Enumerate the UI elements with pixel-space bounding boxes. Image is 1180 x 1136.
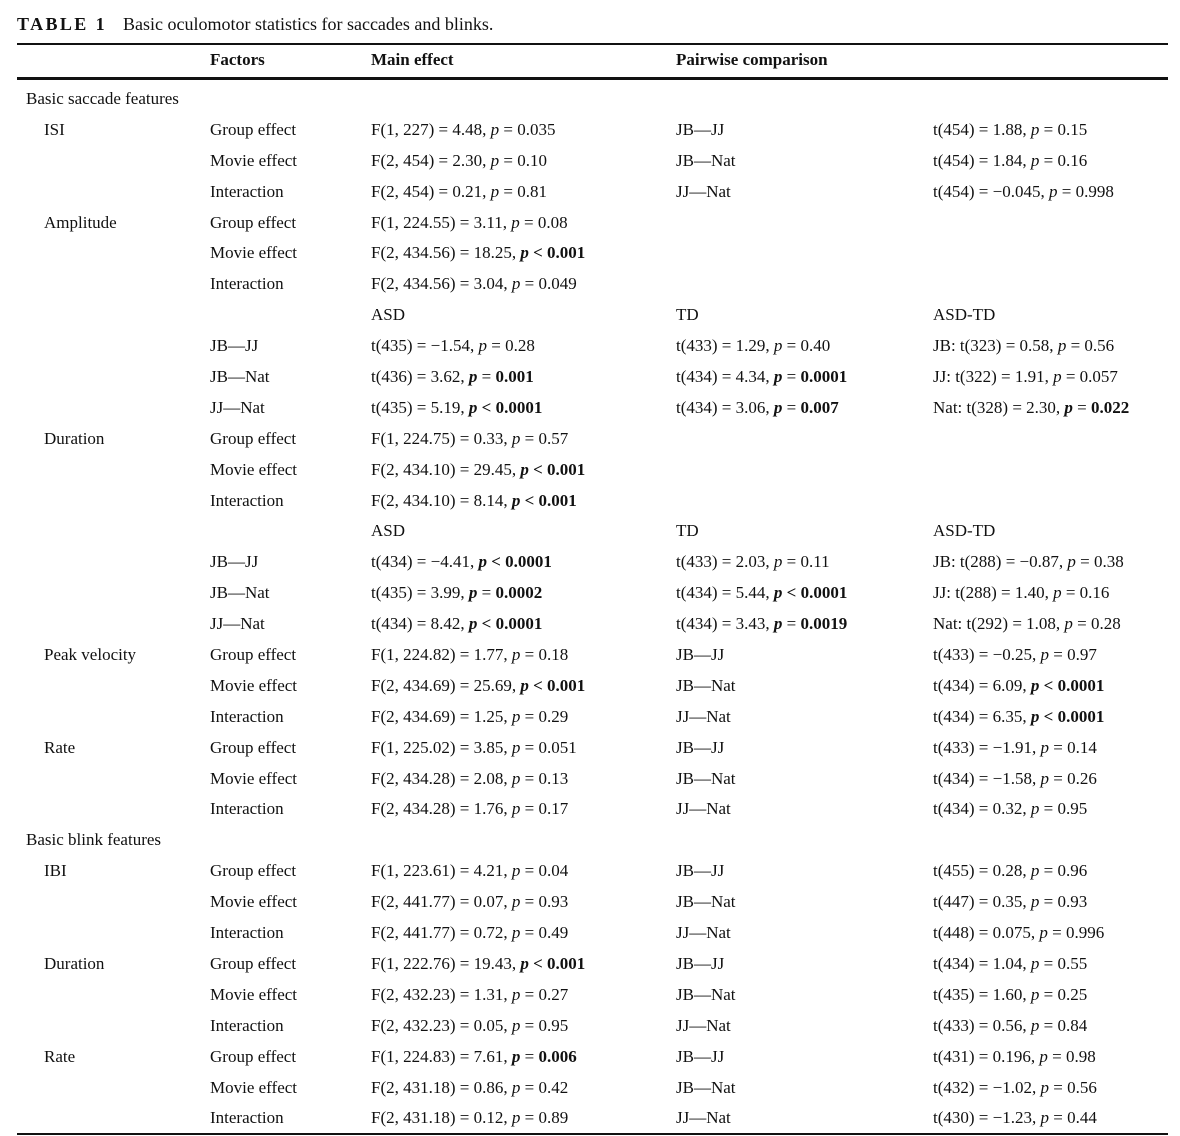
pairwise-cell: t(434) = 4.34, p = 0.0001 [676, 367, 848, 387]
factor-cell: Group effect [210, 428, 297, 448]
table-row [0, 300, 1180, 331]
factor-cell: Interaction [210, 799, 284, 819]
statistic-cell: Nat: t(292) = 1.08, p = 0.28 [933, 614, 1121, 634]
main-effect-cell: F(2, 434.28) = 2.08, p = 0.13 [371, 768, 569, 788]
pairwise-cell: t(434) = 3.43, p = 0.0019 [676, 614, 848, 634]
header-factors: Factors [210, 50, 265, 69]
statistic-cell: t(455) = 0.28, p = 0.96 [933, 861, 1088, 881]
main-effect-cell: F(1, 222.76) = 19.43, p < 0.001 [371, 953, 586, 973]
table-row [0, 980, 1180, 1011]
table-body [0, 84, 1180, 1134]
pairwise-cell: JJ—Nat [676, 1015, 731, 1035]
pairwise-cell: JB—Nat [676, 150, 736, 170]
factor-cell: Interaction [210, 274, 284, 294]
feature-label: Amplitude [44, 212, 117, 232]
factor-cell: Group effect [210, 1046, 297, 1066]
top-rule [17, 43, 1168, 45]
factor-cell: Movie effect [210, 1077, 298, 1097]
factor-cell: Interaction [210, 923, 284, 943]
main-effect-cell: t(435) = 3.99, p = 0.0002 [371, 583, 543, 603]
table-label: TABLE 1 [17, 14, 107, 34]
pairwise-cell: JJ—Nat [676, 1108, 731, 1128]
table-row [0, 331, 1180, 362]
factor-cell: Interaction [210, 490, 284, 510]
factor-cell: Group effect [210, 737, 297, 757]
main-effect-cell: F(2, 434.10) = 29.45, p < 0.001 [371, 459, 586, 479]
table-row [0, 794, 1180, 825]
factor-cell: Movie effect [210, 675, 298, 695]
main-effect-cell: F(2, 434.69) = 1.25, p = 0.29 [371, 706, 569, 726]
table-row [0, 393, 1180, 424]
factor-cell: Group effect [210, 645, 297, 665]
table-row [0, 269, 1180, 300]
main-effect-cell: F(2, 431.18) = 0.86, p = 0.42 [371, 1077, 569, 1097]
feature-label: Rate [44, 1046, 76, 1066]
main-effect-cell: F(2, 432.23) = 1.31, p = 0.27 [371, 984, 569, 1004]
pairwise-cell: JB—Nat [676, 675, 736, 695]
pairwise-cell: JB—Nat [676, 1077, 736, 1097]
table-caption [17, 11, 493, 37]
main-effect-cell: F(2, 441.77) = 0.72, p = 0.49 [371, 923, 569, 943]
statistic-cell: t(434) = −1.58, p = 0.26 [933, 768, 1097, 788]
factor-cell: JB—JJ [210, 552, 259, 572]
pairwise-cell: JB—Nat [676, 768, 736, 788]
factor-cell: Interaction [210, 706, 284, 726]
table-row [0, 1011, 1180, 1042]
main-effect-cell: F(2, 441.77) = 0.07, p = 0.93 [371, 892, 569, 912]
statistic-cell: t(435) = 1.60, p = 0.25 [933, 984, 1088, 1004]
table-row [0, 887, 1180, 918]
feature-label: Duration [44, 953, 105, 973]
factor-cell: JJ—Nat [210, 397, 265, 417]
main-effect-cell: t(435) = −1.54, p = 0.28 [371, 336, 535, 356]
header-rule [17, 77, 1168, 80]
pairwise-cell: JB—JJ [676, 861, 725, 881]
factor-cell: Movie effect [210, 892, 298, 912]
statistic-cell: JJ: t(322) = 1.91, p = 0.057 [933, 367, 1118, 387]
table-row [0, 578, 1180, 609]
table-title: Basic oculomotor statistics for saccades and blinks. [123, 14, 494, 34]
table-row [0, 547, 1180, 578]
main-effect-cell: t(434) = −4.41, p < 0.0001 [371, 552, 552, 572]
pairwise-cell: JB—JJ [676, 645, 725, 665]
table-row [0, 115, 1180, 146]
pairwise-cell: t(433) = 1.29, p = 0.40 [676, 336, 831, 356]
table-row [0, 486, 1180, 517]
statistic-cell: t(434) = 0.32, p = 0.95 [933, 799, 1088, 819]
statistic-cell: t(447) = 0.35, p = 0.93 [933, 892, 1088, 912]
table-row [0, 177, 1180, 208]
table-row [0, 208, 1180, 239]
statistic-cell: t(434) = 6.09, p < 0.0001 [933, 675, 1105, 695]
table-row [0, 455, 1180, 486]
factor-cell: Movie effect [210, 459, 298, 479]
main-effect-cell: F(2, 434.69) = 25.69, p < 0.001 [371, 675, 586, 695]
main-effect-cell: F(1, 224.82) = 1.77, p = 0.18 [371, 645, 569, 665]
statistic-cell: t(433) = 0.56, p = 0.84 [933, 1015, 1088, 1035]
main-effect-cell: F(2, 454) = 0.21, p = 0.81 [371, 181, 547, 201]
section-label: Basic blink features [26, 830, 162, 850]
main-effect-cell: F(2, 434.28) = 1.76, p = 0.17 [371, 799, 569, 819]
main-effect-cell: F(2, 434.56) = 18.25, p < 0.001 [371, 243, 586, 263]
factor-cell: Group effect [210, 212, 297, 232]
main-effect-cell: F(2, 431.18) = 0.12, p = 0.89 [371, 1108, 569, 1128]
main-effect-cell: F(2, 434.56) = 3.04, p = 0.049 [371, 274, 577, 294]
statistic-cell: t(434) = 1.04, p = 0.55 [933, 953, 1088, 973]
factor-cell: Interaction [210, 1015, 284, 1035]
factor-cell: JB—JJ [210, 336, 259, 356]
pairwise-cell: JJ—Nat [676, 706, 731, 726]
factor-cell: Movie effect [210, 150, 298, 170]
feature-label: IBI [44, 861, 67, 881]
table-row [0, 424, 1180, 455]
pairwise-cell: JB—Nat [676, 984, 736, 1004]
factor-cell: Interaction [210, 181, 284, 201]
pairwise-cell: t(434) = 3.06, p = 0.007 [676, 397, 839, 417]
table-row [0, 1042, 1180, 1073]
table-row [0, 733, 1180, 764]
feature-label: Peak velocity [44, 645, 137, 665]
main-effect-cell: ASD [371, 521, 406, 541]
main-effect-cell: F(1, 223.61) = 4.21, p = 0.04 [371, 861, 569, 881]
section-label: Basic saccade features [26, 89, 179, 108]
table-row [0, 702, 1180, 733]
feature-label: ISI [44, 119, 65, 139]
factor-cell: Group effect [210, 953, 297, 973]
pairwise-cell: JB—Nat [676, 892, 736, 912]
statistic-cell: JJ: t(288) = 1.40, p = 0.16 [933, 583, 1110, 603]
factor-cell: Interaction [210, 1108, 284, 1128]
pairwise-cell: JB—JJ [676, 737, 725, 757]
table-row [0, 764, 1180, 795]
pairwise-cell: JB—JJ [676, 1046, 725, 1066]
statistic-cell: JB: t(323) = 0.58, p = 0.56 [933, 336, 1115, 356]
pairwise-cell: TD [676, 305, 699, 325]
table-row [0, 609, 1180, 640]
statistic-cell: ASD-TD [933, 521, 996, 541]
table-row [0, 949, 1180, 980]
factor-cell: Movie effect [210, 768, 298, 788]
statistic-cell: t(433) = −1.91, p = 0.14 [933, 737, 1097, 757]
main-effect-cell: F(2, 434.10) = 8.14, p < 0.001 [371, 490, 577, 510]
factor-cell: JJ—Nat [210, 614, 265, 634]
table-row [0, 918, 1180, 949]
pairwise-cell: t(434) = 5.44, p < 0.0001 [676, 583, 848, 603]
table-row [0, 1103, 1180, 1134]
main-effect-cell: ASD [371, 305, 406, 325]
statistic-cell: t(433) = −0.25, p = 0.97 [933, 645, 1097, 665]
table-row [0, 146, 1180, 177]
main-effect-cell: F(2, 432.23) = 0.05, p = 0.95 [371, 1015, 569, 1035]
main-effect-cell: F(1, 227) = 4.48, p = 0.035 [371, 119, 556, 139]
section-row [0, 84, 1180, 115]
pairwise-cell: JJ—Nat [676, 181, 731, 201]
table-row [0, 640, 1180, 671]
statistic-cell: JB: t(288) = −0.87, p = 0.38 [933, 552, 1124, 572]
statistic-cell: ASD-TD [933, 305, 996, 325]
table-row [0, 856, 1180, 887]
header-pairwise-comparison: Pairwise comparison [676, 50, 828, 69]
factor-cell: Movie effect [210, 984, 298, 1004]
statistic-cell: t(454) = −0.045, p = 0.998 [933, 181, 1114, 201]
main-effect-cell: F(1, 224.55) = 3.11, p = 0.08 [371, 212, 568, 232]
factor-cell: Group effect [210, 861, 297, 881]
pairwise-cell: JJ—Nat [676, 923, 731, 943]
main-effect-cell: t(436) = 3.62, p = 0.001 [371, 367, 534, 387]
pairwise-cell: JJ—Nat [676, 799, 731, 819]
feature-label: Rate [44, 737, 76, 757]
statistic-cell: t(432) = −1.02, p = 0.56 [933, 1077, 1097, 1097]
statistic-cell: Nat: t(328) = 2.30, p = 0.022 [933, 397, 1130, 417]
pairwise-cell: JB—JJ [676, 119, 725, 139]
main-effect-cell: F(2, 454) = 2.30, p = 0.10 [371, 150, 547, 170]
factor-cell: Group effect [210, 119, 297, 139]
main-effect-cell: t(435) = 5.19, p < 0.0001 [371, 397, 543, 417]
table-row [0, 238, 1180, 269]
statistic-cell: t(431) = 0.196, p = 0.98 [933, 1046, 1096, 1066]
statistic-cell: t(430) = −1.23, p = 0.44 [933, 1108, 1097, 1128]
pairwise-cell: JB—JJ [676, 953, 725, 973]
feature-label: Duration [44, 428, 105, 448]
statistic-cell: t(454) = 1.88, p = 0.15 [933, 119, 1088, 139]
pairwise-cell: TD [676, 521, 699, 541]
statistic-cell: t(454) = 1.84, p = 0.16 [933, 150, 1088, 170]
factor-cell: JB—Nat [210, 367, 270, 387]
table-row [0, 362, 1180, 393]
statistic-cell: t(448) = 0.075, p = 0.996 [933, 923, 1105, 943]
factor-cell: Movie effect [210, 243, 298, 263]
table-row [0, 516, 1180, 547]
main-effect-cell: F(1, 224.83) = 7.61, p = 0.006 [371, 1046, 577, 1066]
bottom-rule [17, 1133, 1168, 1135]
main-effect-cell: F(1, 225.02) = 3.85, p = 0.051 [371, 737, 577, 757]
pairwise-cell: t(433) = 2.03, p = 0.11 [676, 552, 830, 572]
header-main-effect: Main effect [371, 50, 454, 69]
factor-cell: JB—Nat [210, 583, 270, 603]
table-row [0, 671, 1180, 702]
main-effect-cell: t(434) = 8.42, p < 0.0001 [371, 614, 543, 634]
main-effect-cell: F(1, 224.75) = 0.33, p = 0.57 [371, 428, 569, 448]
table-row [0, 1073, 1180, 1104]
section-row [0, 825, 1180, 856]
statistic-cell: t(434) = 6.35, p < 0.0001 [933, 706, 1105, 726]
